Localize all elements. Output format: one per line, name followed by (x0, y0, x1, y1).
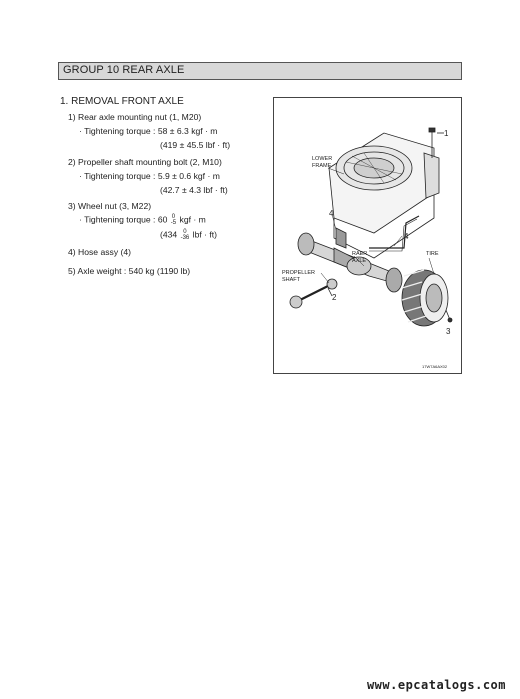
item-3-imperial-unit: lbf · ft) (192, 229, 218, 240)
item-3-imperial-value: (434 (160, 229, 178, 240)
item-1-torque: · Tightening torque : 58 ± 6.3 kgf · m (79, 126, 218, 136)
item-3-torque-label: · Tightening torque : 60 (79, 214, 168, 225)
group-title-bar (58, 62, 462, 80)
item-3: 3) Wheel nut (3, M22) (68, 201, 152, 211)
label-propeller-1: PROPELLER (282, 270, 316, 276)
callout-1: 1 (444, 129, 449, 138)
item-3-imperial-tolerance (181, 229, 190, 241)
tol-bottom: -5 (170, 220, 177, 226)
item-3-torque (79, 214, 206, 226)
item-3-torque-imperial (160, 229, 217, 241)
tol-top: 0 (171, 214, 176, 220)
rear-axle-figure (273, 97, 462, 374)
item-1: 1) Rear axle mounting nut (1, M20) (68, 112, 202, 122)
label-lower-frame-1: LOWER (312, 156, 333, 162)
rear-axle-illustration (274, 98, 461, 373)
callout-3: 3 (446, 327, 451, 336)
figure-code: 17W7A6AX02 (422, 364, 448, 369)
label-tire: TIRE (426, 251, 439, 257)
item-5: 5) Axle weight : 540 kg (1190 lb) (68, 266, 191, 276)
section-title: 1. REMOVAL FRONT AXLE (60, 96, 184, 107)
label-raer-axle-1: RAER (352, 251, 368, 257)
item-1-torque-imperial: (419 ± 45.5 lbf · ft) (160, 140, 231, 150)
item-2: 2) Propeller shaft mounting bolt (2, M10) (68, 157, 222, 167)
callout-2: 2 (332, 293, 337, 302)
item-2-torque: · Tightening torque : 5.9 ± 0.6 kgf · m (79, 171, 220, 181)
label-raer-axle-2: AXLE (352, 258, 367, 264)
item-3-torque-unit: kgf · m (179, 214, 206, 225)
item-4: 4) Hose assy (4) (68, 247, 132, 257)
tol-top: 0 (183, 229, 187, 235)
callout-4a: 4 (329, 209, 334, 218)
tol-bottom: -36 (180, 235, 190, 241)
footer-watermark: www.epcatalogs.com (366, 678, 506, 692)
label-lower-frame-2: FRAME (312, 163, 332, 169)
item-3-tolerance (171, 214, 176, 226)
label-propeller-2: SHAFT (282, 277, 301, 283)
group-title: GROUP 10 REAR AXLE (63, 64, 185, 76)
item-2-torque-imperial: (42.7 ± 4.3 lbf · ft) (160, 185, 228, 195)
callout-4b: 4 (404, 232, 409, 241)
